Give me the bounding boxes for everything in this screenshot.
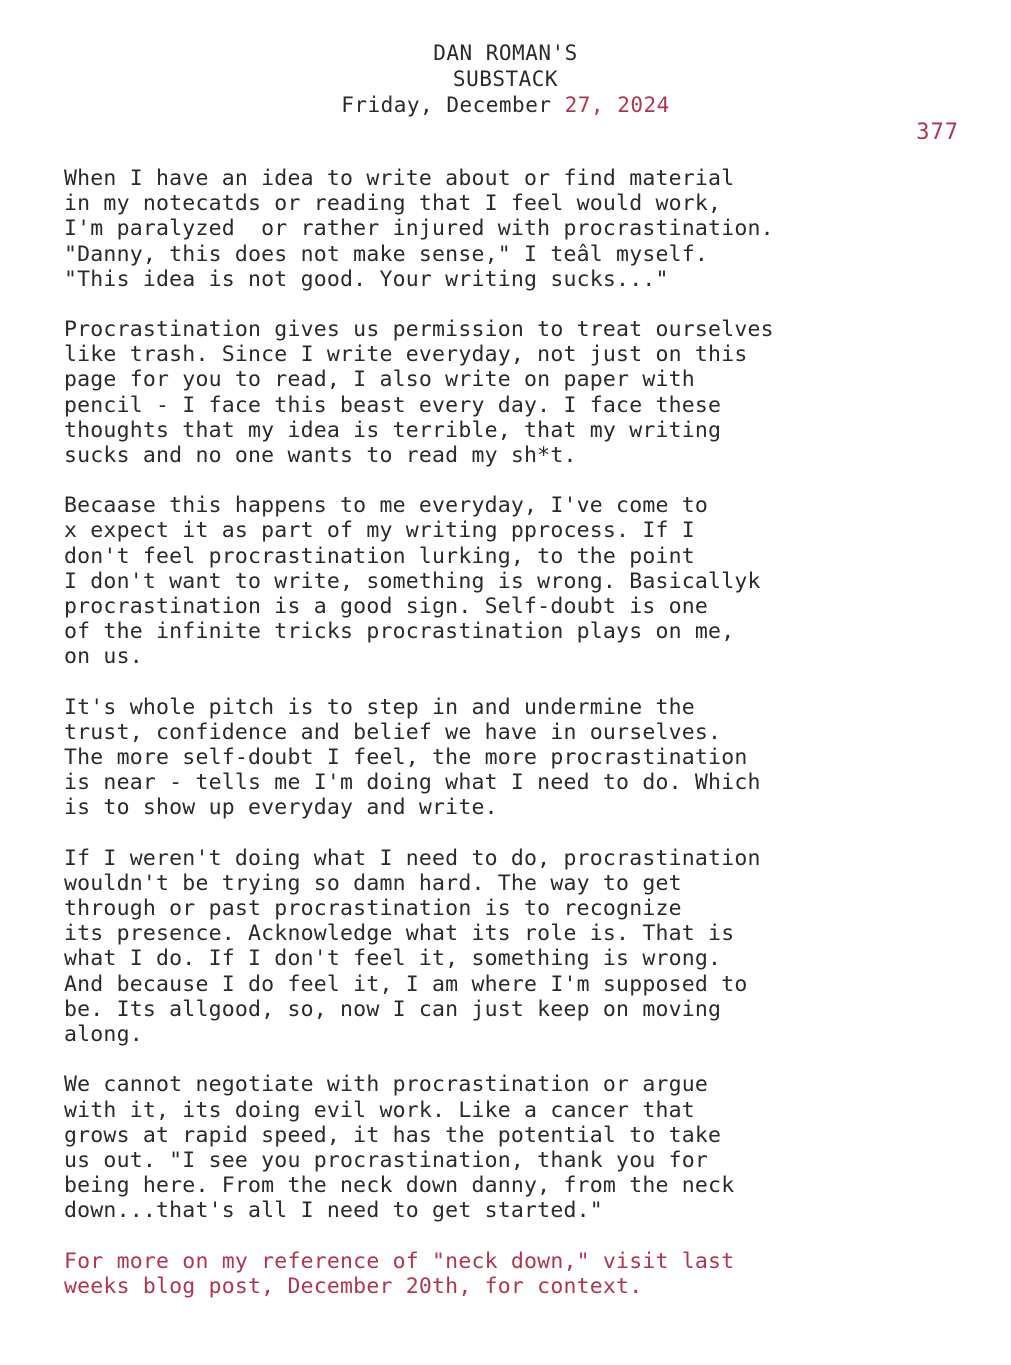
- text-line: wouldn't be trying so damn hard. The way to get: [64, 870, 682, 896]
- date-red-part: 27, 2024: [564, 93, 670, 117]
- text-line: We cannot negotiate with procrastination or argue: [64, 1072, 709, 1098]
- text-line: And because I do feel it, I am where I'm supposed to: [64, 971, 748, 997]
- text-line: trust, confidence and belief we have in ourselves.: [64, 719, 722, 745]
- article-body: [64, 166, 964, 1324]
- footnote-line: weeks blog post, December 20th, for context.: [64, 1273, 643, 1299]
- paragraph-4: [64, 695, 964, 821]
- publication-title: SUBSTACK: [452, 67, 559, 91]
- text-line: I don't want to write, something is wrong. Basicallyk: [64, 568, 761, 594]
- footnote-line: For more on my reference of "neck down," visit last: [64, 1248, 735, 1274]
- text-line: being here. From the neck down danny, from the neck: [64, 1173, 735, 1199]
- author-title: DAN ROMAN'S: [433, 41, 578, 65]
- text-line: When I have an idea to write about or find material: [64, 166, 735, 191]
- text-line: us out. "I see you procrastination, thank you for: [64, 1147, 709, 1173]
- text-line: procrastination is a good sign. Self-doubt is one: [64, 594, 709, 620]
- text-line: through or past procrastination is to recognize: [64, 896, 682, 922]
- paragraph-5: [64, 846, 964, 1048]
- text-line: sucks and no one wants to read my sh*t.: [64, 443, 577, 469]
- text-line: thoughts that my idea is terrible, that my writing: [64, 417, 722, 443]
- footnote: [64, 1249, 964, 1299]
- text-line: grows at rapid speed, it has the potential to take: [64, 1122, 722, 1148]
- text-line: of the infinite tricks procrastination plays on me,: [64, 619, 735, 645]
- text-line: on us.: [64, 644, 143, 670]
- text-line: its presence. Acknowledge what its role is. That is: [64, 921, 735, 947]
- page-number: 377: [916, 120, 959, 145]
- text-line: is near - tells me I'm doing what I need to do. Which: [64, 770, 761, 796]
- text-line: If I weren't doing what I need to do, procrastination: [64, 845, 761, 871]
- text-line: "This idea is not good. Your writing sucks...": [64, 266, 669, 292]
- text-line: x expect it as part of my writing pprocess. If I: [64, 518, 695, 544]
- paragraph-3: [64, 493, 964, 669]
- paragraph-2: [64, 317, 964, 468]
- text-line: pencil - I face this beast every day. I face these: [64, 392, 722, 418]
- page-header: [0, 40, 1011, 118]
- text-line: be. Its allgood, so, now I can just keep on moving: [64, 996, 722, 1022]
- text-line: page for you to read, I also write on paper with: [64, 367, 695, 393]
- date-line: [0, 92, 1011, 118]
- text-line: The more self-doubt I feel, the more procrastination: [64, 745, 748, 771]
- text-line: It's whole pitch is to step in and undermine the: [64, 694, 695, 720]
- text-line: like trash. Since I write everyday, not just on this: [64, 342, 748, 368]
- text-line: is to show up everyday and write.: [64, 795, 498, 821]
- paragraph-1: [64, 166, 964, 292]
- text-line: I'm paralyzed or rather injured with procrastination.: [64, 216, 774, 242]
- text-line: Procrastination gives us permission to treat ourselves: [64, 317, 774, 343]
- text-line: in my notecatds or reading that I feel would work,: [64, 191, 722, 217]
- text-line: along.: [64, 1022, 143, 1048]
- text-line: down...that's all I need to get started.": [64, 1198, 603, 1224]
- text-line: don't feel procrastination lurking, to the point: [64, 543, 695, 569]
- text-line: Becaase this happens to me everyday, I've come to: [64, 493, 709, 519]
- text-line: with it, its doing evil work. Like a cancer that: [64, 1097, 695, 1123]
- date-prefix: Friday, December: [341, 93, 552, 117]
- text-line: "Danny, this does not make sense," I teâl myself.: [64, 241, 709, 267]
- paragraph-6: [64, 1072, 964, 1223]
- text-line: what I do. If I don't feel it, something is wrong.: [64, 946, 722, 972]
